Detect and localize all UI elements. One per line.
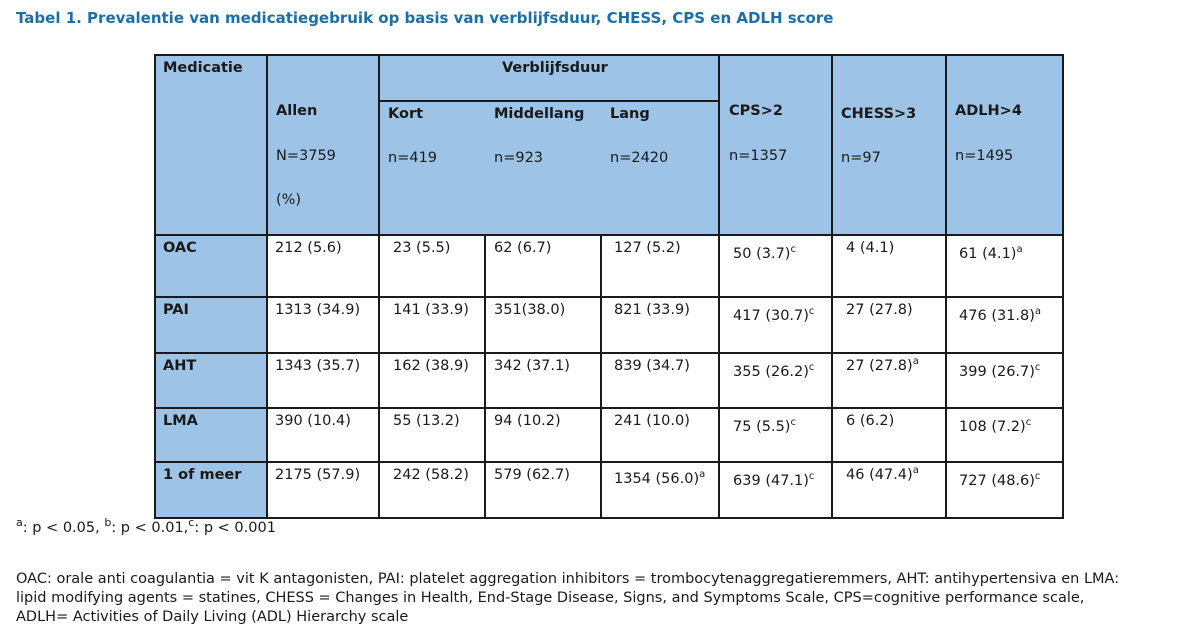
- cell-lang: 127 (5.2): [601, 235, 719, 297]
- cell-allen: 1313 (34.9): [267, 297, 379, 353]
- cell-adlh: 727 $(48.6)^c$: [946, 462, 1063, 518]
- row-label: OAC: [155, 235, 267, 297]
- cell-lang: 839 (34.7): [601, 353, 719, 408]
- cell-kort: 162 (38.9): [379, 353, 485, 408]
- table-row: [155, 462, 1063, 518]
- cell-chess: 4 (4.1): [832, 235, 946, 297]
- table-row: [155, 408, 1063, 462]
- abbreviation-notes: OAC: orale anti coagulantia = vit K antagonisten, PAI: platelet aggregation inhibitors = trombocytenaggregatieremmers, AHT: antihypertensiva en LMA: lipid modifying agents = statines, CHESS = Changes in Health, End-Stage Disease, Signs, and Symptoms Scale, CPS=cognitive performance scale, ADLH= Activities of Daily Living (ADL) Hierarchy scale: [16, 571, 1120, 625]
- table-row: [155, 235, 1063, 297]
- medication-table: [154, 54, 1064, 519]
- header-chess: CHESS>3 n=97: [832, 55, 946, 235]
- row-label: AHT: [155, 353, 267, 408]
- header-kort: Kort: [388, 106, 424, 122]
- cell-allen: 2175 (57.9): [267, 462, 379, 518]
- cell-kort: 141 (33.9): [379, 297, 485, 353]
- cell-middellang: 579 (62.7): [485, 462, 601, 518]
- cell-chess: 27 (27.8): [832, 297, 946, 353]
- cell-adlh: 61 $(4.1)^a$: [946, 235, 1063, 297]
- header-verblijfsduur: Verblijfsduur Kort n=419 Middellang n=923 Lang n=2420: [379, 55, 719, 235]
- cell-cps: 75 $(5.5)^c$: [719, 408, 832, 462]
- header-middellang: Middellang: [494, 106, 585, 122]
- cell-kort: 23 (5.5): [379, 235, 485, 297]
- cell-cps: 355 $(26.2)^c$: [719, 353, 832, 408]
- cell-cps: 639 $(47.1)^c$: [719, 462, 832, 518]
- header-lang: Lang: [610, 106, 650, 122]
- cell-adlh: 399 $(26.7)^c$: [946, 353, 1063, 408]
- row-label: LMA: [155, 408, 267, 462]
- row-label: PAI: [155, 297, 267, 353]
- cell-lang: 821 (33.9): [601, 297, 719, 353]
- cell-allen: 1343 (35.7): [267, 353, 379, 408]
- cell-allen: 212 (5.6): [267, 235, 379, 297]
- header-allen: Allen N=3759 (%): [267, 55, 379, 235]
- cell-adlh: 108 $(7.2)^c$: [946, 408, 1063, 462]
- cell-cps: 50 $(3.7)^c$: [719, 235, 832, 297]
- cell-adlh: 476 $(31.8)^a$: [946, 297, 1063, 353]
- header-adlh: ADLH>4 n=1495: [946, 55, 1063, 235]
- header-medicatie: Medicatie: [155, 55, 267, 235]
- cell-middellang: 94 (10.2): [485, 408, 601, 462]
- cell-cps: 417 $(30.7)^c$: [719, 297, 832, 353]
- cell-kort: 55 (13.2): [379, 408, 485, 462]
- table-header-row: [155, 55, 1063, 235]
- cell-middellang: 62 (6.7): [485, 235, 601, 297]
- cell-allen: 390 (10.4): [267, 408, 379, 462]
- cell-middellang: 342 (37.1): [485, 353, 601, 408]
- table-row: [155, 353, 1063, 408]
- cell-middellang: 351(38.0): [485, 297, 601, 353]
- row-label: 1 of meer: [155, 462, 267, 518]
- cell-kort: 242 (58.2): [379, 462, 485, 518]
- cell-chess: 6 (6.2): [832, 408, 946, 462]
- cell-lang: 1354 $(56.0)^a$: [601, 462, 719, 518]
- significance-footnote: $^a$: p < 0.05, $^b$: p < 0.01,$^c$: p < 0.001: [16, 516, 276, 536]
- cell-chess: 46 $(47.4)^a$: [832, 462, 946, 518]
- table-row: [155, 297, 1063, 353]
- header-cps: CPS>2 n=1357: [719, 55, 832, 235]
- table-title: Tabel 1. Prevalentie van medicatiegebruik op basis van verblijfsduur, CHESS, CPS en ADLH score: [16, 9, 834, 27]
- cell-lang: 241 (10.0): [601, 408, 719, 462]
- cell-chess: 27 $(27.8)^a$: [832, 353, 946, 408]
